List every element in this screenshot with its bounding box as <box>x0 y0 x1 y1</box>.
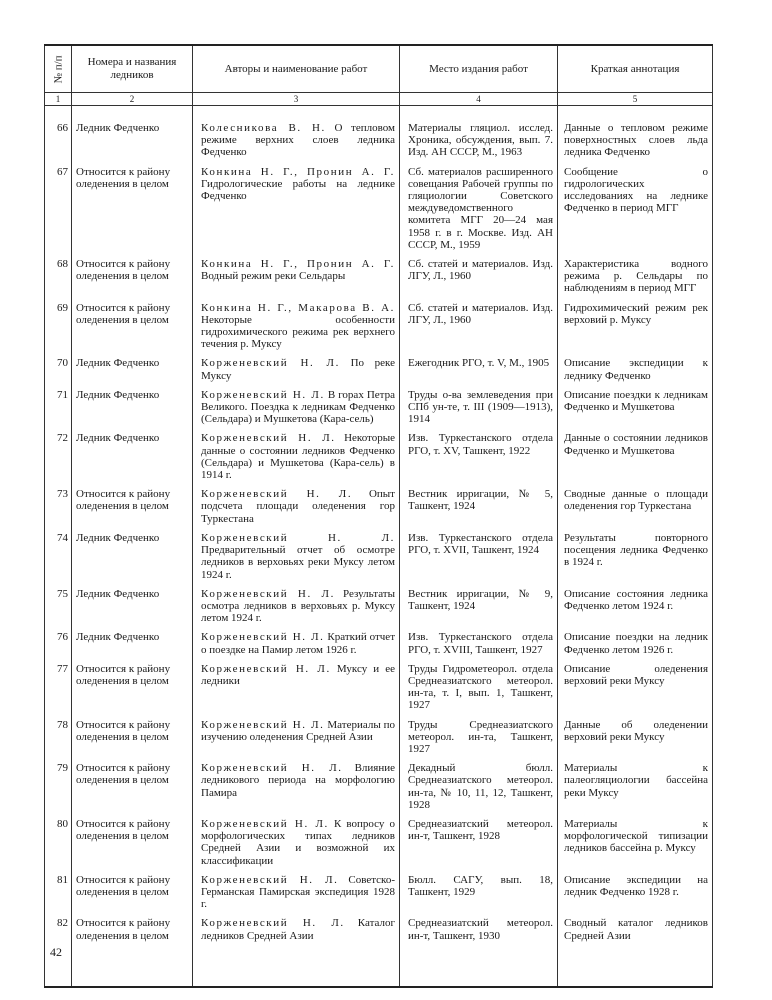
bibliography-table <box>44 44 713 988</box>
author-name: Корженевский Н. Л. <box>201 432 336 445</box>
glacier-name: Ледник Федченко <box>72 429 193 485</box>
entry-number: 78 <box>45 716 72 760</box>
work-title: Муксу и ее ледники <box>201 662 396 687</box>
work-author-title <box>193 759 400 815</box>
publication-place: Сб. статей и материалов. Изд. ЛГУ, Л., 1960 <box>400 299 558 355</box>
header-number: № п/п <box>45 45 72 93</box>
work-title: Предварительный отчет об осмотре ледников в верховьях реки Муксу летом 1924 г. <box>201 544 395 581</box>
glacier-name: Ледник Федченко <box>72 106 193 163</box>
annotation: Материалы к морфологической типизации ледников бассейна р. Муксу <box>558 815 713 871</box>
annotation: Данные о состоянии ледников Федченко и Мушкетова <box>558 429 713 485</box>
work-author-title <box>193 529 400 585</box>
table-row <box>45 914 713 986</box>
author-name: Корженевский Н. Л. <box>201 388 325 401</box>
author-name: Корженевский Н. Л. <box>201 762 343 775</box>
entry-number: 82 <box>45 914 72 986</box>
glacier-name: Ледник Федченко <box>72 386 193 430</box>
publication-place: Ежегодник РГО, т. V, М., 1905 <box>400 354 558 385</box>
publication-place: Вестник ирригации, № 9, Ташкент, 1924 <box>400 585 558 629</box>
author-name: Корженевский Н. Л. <box>201 873 339 886</box>
annotation: Сводные данные о площади оледенения гор Туркестана <box>558 485 713 529</box>
publication-place: Вестник ирригации, № 5, Ташкент, 1924 <box>400 485 558 529</box>
work-author-title <box>193 429 400 485</box>
publication-place: Труды Гидрометеорол. отдела Среднеазиатского метеорол. ин-та, т. I, вып. 1, Ташкент, 1927 <box>400 660 558 716</box>
work-author-title <box>193 585 400 629</box>
annotation: Описание оледенения верховий реки Муксу <box>558 660 713 716</box>
publication-place: Изв. Туркестанского отдела РГО, т. XVII, Ташкент, 1924 <box>400 529 558 585</box>
table-row <box>45 585 713 629</box>
author-name: Корженевский Н. Л. <box>201 357 340 370</box>
work-author-title <box>193 299 400 355</box>
glacier-name: Ледник Федченко <box>72 628 193 659</box>
header-authors: Авторы и наименование работ <box>193 45 400 93</box>
glacier-name: Относится к району оледенения в целом <box>72 660 193 716</box>
column-index: 4 <box>400 93 558 106</box>
author-name: Корженевский Н. Л. <box>201 531 395 544</box>
work-author-title <box>193 163 400 255</box>
work-title: Опыт подсчета площади оледенения гор Туркестана <box>201 488 395 525</box>
entry-number: 77 <box>45 660 72 716</box>
work-title: О тепловом режиме верхних слоев ледника Федченко <box>201 122 395 159</box>
column-index: 1 <box>45 93 72 106</box>
work-title: Краткий отчет о поездке на Памир летом 1926 г. <box>201 631 396 656</box>
bibliography-page <box>44 44 712 988</box>
entry-number: 66 <box>45 106 72 163</box>
annotation: Материалы к палеогляциологии бассейна реки Муксу <box>558 759 713 815</box>
glacier-name: Относится к району оледенения в целом <box>72 163 193 255</box>
table-row <box>45 529 713 585</box>
work-title: По реке Муксу <box>201 357 396 382</box>
work-title: Гидрологические работы на леднике Федченко <box>201 177 395 203</box>
column-index-row <box>45 93 713 106</box>
work-author-title <box>193 255 400 299</box>
work-title: Материалы по изучению оледенения Средней Азии <box>201 718 395 743</box>
table-body <box>45 106 713 987</box>
publication-place: Среднеазиатский метеорол. ин-т, Ташкент, 1928 <box>400 815 558 871</box>
work-author-title <box>193 106 400 163</box>
author-name: Корженевский Н. Л. <box>201 488 353 501</box>
entry-number: 70 <box>45 354 72 385</box>
work-title: Некоторые данные о состоянии ледников Федченко (Сельдара) и Мушкетова (Кара-сель) в 1914 г. <box>201 432 395 482</box>
work-title: Советско-Германская Памирская экспедиция 1928 г. <box>201 873 396 911</box>
table-row <box>45 716 713 760</box>
author-name: Корженевский Н. Л. <box>201 631 325 644</box>
table-row <box>45 871 713 915</box>
column-index: 2 <box>72 93 193 106</box>
annotation: Описание поездки на ледник Федченко летом 1926 г. <box>558 628 713 659</box>
entry-number: 80 <box>45 815 72 871</box>
publication-place: Сб. материалов расширенного совещания Рабочей группы по гляциологии Советского междуведомственного комитета МГГ 20—24 мая 1958 г. в г. Москве. Изд. АН СССР, М., 1959 <box>400 163 558 255</box>
table-row <box>45 628 713 659</box>
entry-number: 69 <box>45 299 72 355</box>
table-row <box>45 429 713 485</box>
header-glacier-name: Номера и названия ледников <box>72 45 193 93</box>
page-number: 42 <box>50 945 62 959</box>
annotation: Характеристика водного режима р. Сельдары по наблюдениям в период МГГ <box>558 255 713 299</box>
header-annotation: Краткая аннотация <box>558 45 713 93</box>
publication-place: Изв. Туркестанского отдела РГО, т. XVIII, Ташкент, 1927 <box>400 628 558 659</box>
table-row <box>45 299 713 355</box>
glacier-name: Ледник Федченко <box>72 354 193 385</box>
work-author-title <box>193 914 400 986</box>
annotation: Данные о тепловом режиме поверхностных слоев льда ледника Федченко <box>558 106 713 163</box>
glacier-name: Относится к району оледенения в целом <box>72 759 193 815</box>
work-author-title <box>193 485 400 529</box>
table-row <box>45 485 713 529</box>
work-author-title <box>193 660 400 716</box>
publication-place: Бюлл. САГУ, вып. 18, Ташкент, 1929 <box>400 871 558 915</box>
work-author-title <box>193 628 400 659</box>
entry-number: 81 <box>45 871 72 915</box>
annotation: Сообщение о гидрологических исследованиях на леднике Федченко в период МГГ <box>558 163 713 255</box>
glacier-name: Относится к району оледенения в целом <box>72 914 193 986</box>
work-author-title <box>193 815 400 871</box>
author-name: Конкина Н. Г., Макарова В. А. <box>201 301 395 314</box>
publication-place: Среднеазиатский метеорол. ин-т, Ташкент, 1930 <box>400 914 558 986</box>
work-author-title <box>193 354 400 385</box>
header-publication-place: Место издания работ <box>400 45 558 93</box>
table-row <box>45 354 713 385</box>
work-title: К вопросу о морфологических типах ледников Средней Азии и возможной их классификации <box>201 817 396 867</box>
glacier-name: Относится к району оледенения в целом <box>72 255 193 299</box>
entry-number: 72 <box>45 429 72 485</box>
entry-number: 67 <box>45 163 72 255</box>
glacier-name: Относится к району оледенения в целом <box>72 485 193 529</box>
work-title: В горах Петра Великого. Поездка к ледникам Федченко (Сельдара) и Мушкетова (Кара-сель) <box>201 388 395 426</box>
glacier-name: Относится к району оледенения в целом <box>72 716 193 760</box>
annotation: Сводный каталог ледников Средней Азии <box>558 914 713 986</box>
table-row <box>45 106 713 163</box>
author-name: Корженевский Н. Л. <box>201 917 345 930</box>
publication-place: Изв. Туркестанского отдела РГО, т. XV, Ташкент, 1922 <box>400 429 558 485</box>
annotation: Описание поездки к ледникам Федченко и Мушкетова <box>558 386 713 430</box>
annotation: Результаты повторного посещения ледника Федченко в 1924 г. <box>558 529 713 585</box>
work-title: Влияние ледникового периода на морфологию Памира <box>201 762 395 799</box>
table-row <box>45 255 713 299</box>
glacier-name: Ледник Федченко <box>72 529 193 585</box>
entry-number: 79 <box>45 759 72 815</box>
column-index: 5 <box>558 93 713 106</box>
work-author-title <box>193 716 400 760</box>
work-author-title <box>193 386 400 430</box>
annotation: Описание экспедиции к леднику Федченко <box>558 354 713 385</box>
table-row <box>45 815 713 871</box>
entry-number: 76 <box>45 628 72 659</box>
entry-number: 71 <box>45 386 72 430</box>
author-name: Корженевский Н. Л. <box>201 718 325 731</box>
table-row <box>45 163 713 255</box>
glacier-name: Относится к району оледенения в целом <box>72 299 193 355</box>
work-title: Водный режим реки Сельдары <box>201 270 346 283</box>
publication-place: Материалы гляциол. исслед. Хроника, обсуждения, вып. 7. Изд. АН СССР, М., 1963 <box>400 106 558 163</box>
author-name: Корженевский Н. Л. <box>201 662 331 675</box>
annotation: Описание состояния ледника Федченко летом 1924 г. <box>558 585 713 629</box>
work-title: Каталог ледников Средней Азии <box>201 917 395 942</box>
work-title: Некоторые особенности гидрохимического режима рек верхнего течения р. Муксу <box>201 313 395 351</box>
glacier-name: Относится к району оледенения в целом <box>72 815 193 871</box>
publication-place: Труды о-ва землеведения при СПб ун-те, т. III (1909—1913), 1914 <box>400 386 558 430</box>
publication-place: Сб. статей и материалов. Изд. ЛГУ, Л., 1960 <box>400 255 558 299</box>
entry-number: 74 <box>45 529 72 585</box>
publication-place: Труды Среднеазиатского метеорол. ин-та, Ташкент, 1927 <box>400 716 558 760</box>
author-name: Корженевский Н. Л. <box>201 587 335 600</box>
annotation: Описание экспедиции на ледник Федченко 1928 г. <box>558 871 713 915</box>
header-row <box>45 45 713 93</box>
table-row <box>45 386 713 430</box>
author-name: Колесникова В. Н. <box>201 122 326 134</box>
work-title: Результаты осмотра ледников в верховьях р. Муксу летом 1924 г. <box>201 587 395 625</box>
entry-number: 73 <box>45 485 72 529</box>
author-name: Корженевский Н. Л. <box>201 817 329 830</box>
glacier-name: Ледник Федченко <box>72 585 193 629</box>
annotation: Данные об оледенении верховий реки Муксу <box>558 716 713 760</box>
table-row <box>45 660 713 716</box>
work-author-title <box>193 871 400 915</box>
author-name: Конкина Н. Г., Пронин А. Г. <box>201 165 395 178</box>
author-name: Конкина Н. Г., Пронин А. Г. <box>201 258 395 271</box>
column-index: 3 <box>193 93 400 106</box>
glacier-name: Относится к району оледенения в целом <box>72 871 193 915</box>
table-row <box>45 759 713 815</box>
annotation: Гидрохимический режим рек верховий р. Муксу <box>558 299 713 355</box>
entry-number: 75 <box>45 585 72 629</box>
publication-place: Декадный бюлл. Среднеазиатского метеорол. ин-та, № 10, 11, 12, Ташкент, 1928 <box>400 759 558 815</box>
entry-number: 68 <box>45 255 72 299</box>
